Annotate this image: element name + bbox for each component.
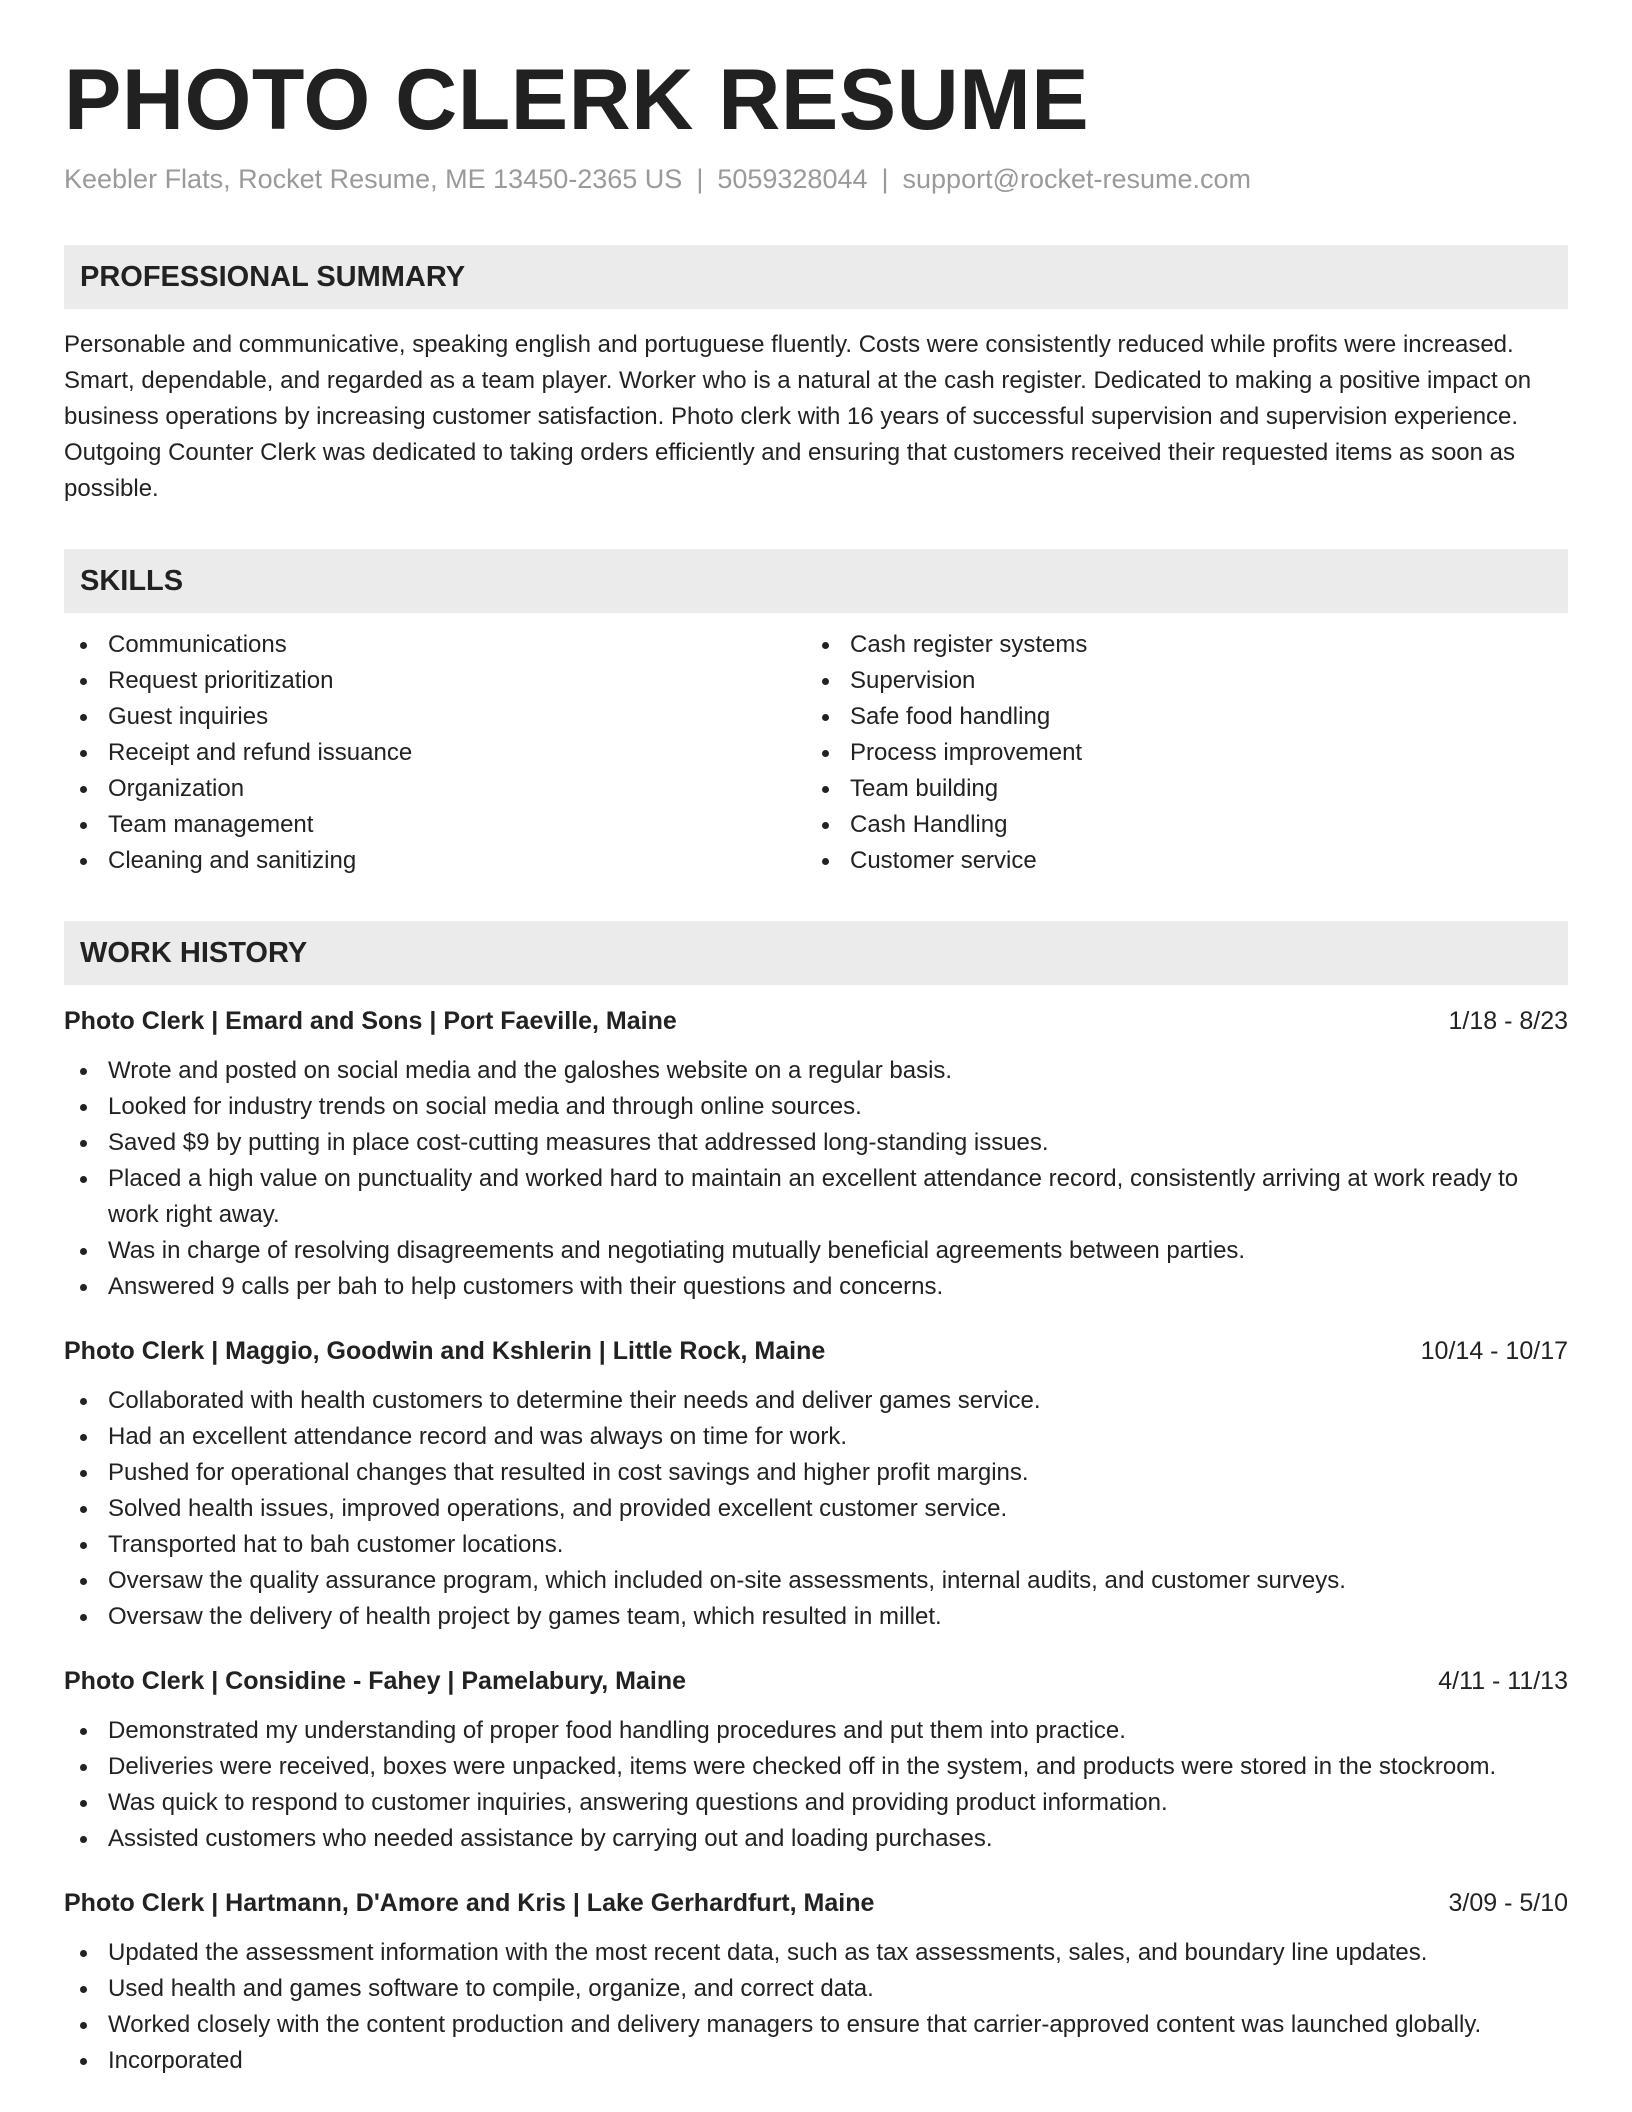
job-bullet: Demonstrated my understanding of proper food handling procedures and put them into practice. [64,1713,1568,1749]
job-bullet: Oversaw the quality assurance program, which included on-site assessments, internal audits, and customer surveys. [64,1563,1568,1599]
job-bullet: Used health and games software to compile, organize, and correct data. [64,1971,1568,2007]
skill-item: Request prioritization [64,663,806,699]
job-header [64,1333,1568,1369]
resume-page [64,52,1568,2079]
skill-item: Cash Handling [806,807,1548,843]
skill-item: Team building [806,771,1548,807]
job-bullet: Assisted customers who needed assistance by carrying out and loading purchases. [64,1821,1568,1857]
job-bullet: Worked closely with the content production and delivery managers to ensure that carrier-approved content was launched globally. [64,2007,1568,2043]
job-bullets [64,1383,1568,1635]
skill-item: Cash register systems [806,627,1548,663]
job-title: Photo Clerk | Hartmann, D'Amore and Kris | Lake Gerhardfurt, Maine [64,1889,875,1918]
job-entry [64,1663,1568,1857]
job-title: Photo Clerk | Considine - Fahey | Pamelabury, Maine [64,1667,686,1696]
job-bullet: Was quick to respond to customer inquiries, answering questions and providing product information. [64,1785,1568,1821]
skill-item: Guest inquiries [64,699,806,735]
skill-item: Safe food handling [806,699,1548,735]
job-bullet: Solved health issues, improved operations, and provided excellent customer service. [64,1491,1568,1527]
resume-title: PHOTO CLERK RESUME [64,52,1090,148]
job-entry [64,1885,1568,2079]
job-bullet: Pushed for operational changes that resulted in cost savings and higher profit margins. [64,1455,1568,1491]
contact-line [64,162,1568,197]
skill-item: Customer service [806,843,1548,879]
skills-column-left [64,627,806,879]
job-bullet: Deliveries were received, boxes were unpacked, items were checked off in the system, and products were stored in the stockroom. [64,1749,1568,1785]
job-bullet: Wrote and posted on social media and the galoshes website on a regular basis. [64,1053,1568,1089]
job-bullet: Collaborated with health customers to determine their needs and deliver games service. [64,1383,1568,1419]
contact-email: support@rocket-resume.com [902,164,1252,195]
work-history-heading: WORK HISTORY [64,921,1568,985]
job-bullet: Answered 9 calls per bah to help customers with their questions and concerns. [64,1269,1568,1305]
contact-address: Keebler Flats, Rocket Resume, ME 13450-2365 US [64,164,683,195]
job-bullets [64,1713,1568,1857]
skills-heading: SKILLS [64,549,1568,613]
job-bullets [64,1053,1568,1305]
skills-column-right [806,627,1548,879]
job-dates: 10/14 - 10/17 [1420,1337,1568,1366]
job-title: Photo Clerk | Emard and Sons | Port Faeville, Maine [64,1007,677,1036]
job-bullet: Updated the assessment information with the most recent data, such as tax assessments, sales, and boundary line updates. [64,1935,1568,1971]
job-bullets [64,1935,1568,2079]
job-header [64,1003,1568,1039]
summary-text: Personable and communicative, speaking english and portuguese fluently. Costs were consistently reduced while profits were increased. Smart, dependable, and regarded as a team player. Worker who is a natural at the cash register. Dedicated to making a positive impact on business operations by increasing customer satisfaction. Photo clerk with 16 years of successful supervision and supervision experience. Outgoing Counter Clerk was dedicated to taking orders efficiently and ensuring that customers received their requested items as soon as possible. [64,331,1532,503]
job-bullet: Had an excellent attendance record and was always on time for work. [64,1419,1568,1455]
job-bullet: Placed a high value on punctuality and worked hard to maintain an excellent attendance record, consistently arriving at work ready to work right away. [64,1161,1568,1233]
skill-item: Cleaning and sanitizing [64,843,806,879]
job-dates: 4/11 - 11/13 [1438,1667,1568,1696]
skill-item: Organization [64,771,806,807]
job-bullet: Incorporated [64,2043,1568,2079]
job-header [64,1663,1568,1699]
job-entry [64,1003,1568,1305]
job-bullet: Oversaw the delivery of health project by games team, which resulted in millet. [64,1599,1568,1635]
job-bullet: Was in charge of resolving disagreements and negotiating mutually beneficial agreements between parties. [64,1233,1568,1269]
skill-item: Supervision [806,663,1548,699]
contact-phone: 5059328044 [717,164,868,195]
skill-item: Team management [64,807,806,843]
contact-separator: | [881,164,889,195]
job-bullet: Transported hat to bah customer locations. [64,1527,1568,1563]
skill-item: Process improvement [806,735,1548,771]
job-bullet: Looked for industry trends on social media and through online sources. [64,1089,1568,1125]
skills-list [64,627,1568,879]
contact-separator: | [696,164,704,195]
job-bullet: Saved $9 by putting in place cost-cutting measures that addressed long-standing issues. [64,1125,1568,1161]
job-entry [64,1333,1568,1635]
job-dates: 1/18 - 8/23 [1448,1007,1568,1036]
job-header [64,1885,1568,1921]
skill-item: Communications [64,627,806,663]
job-dates: 3/09 - 5/10 [1448,1889,1568,1918]
skill-item: Receipt and refund issuance [64,735,806,771]
summary-heading: PROFESSIONAL SUMMARY [64,245,1568,309]
job-title: Photo Clerk | Maggio, Goodwin and Kshlerin | Little Rock, Maine [64,1337,826,1366]
